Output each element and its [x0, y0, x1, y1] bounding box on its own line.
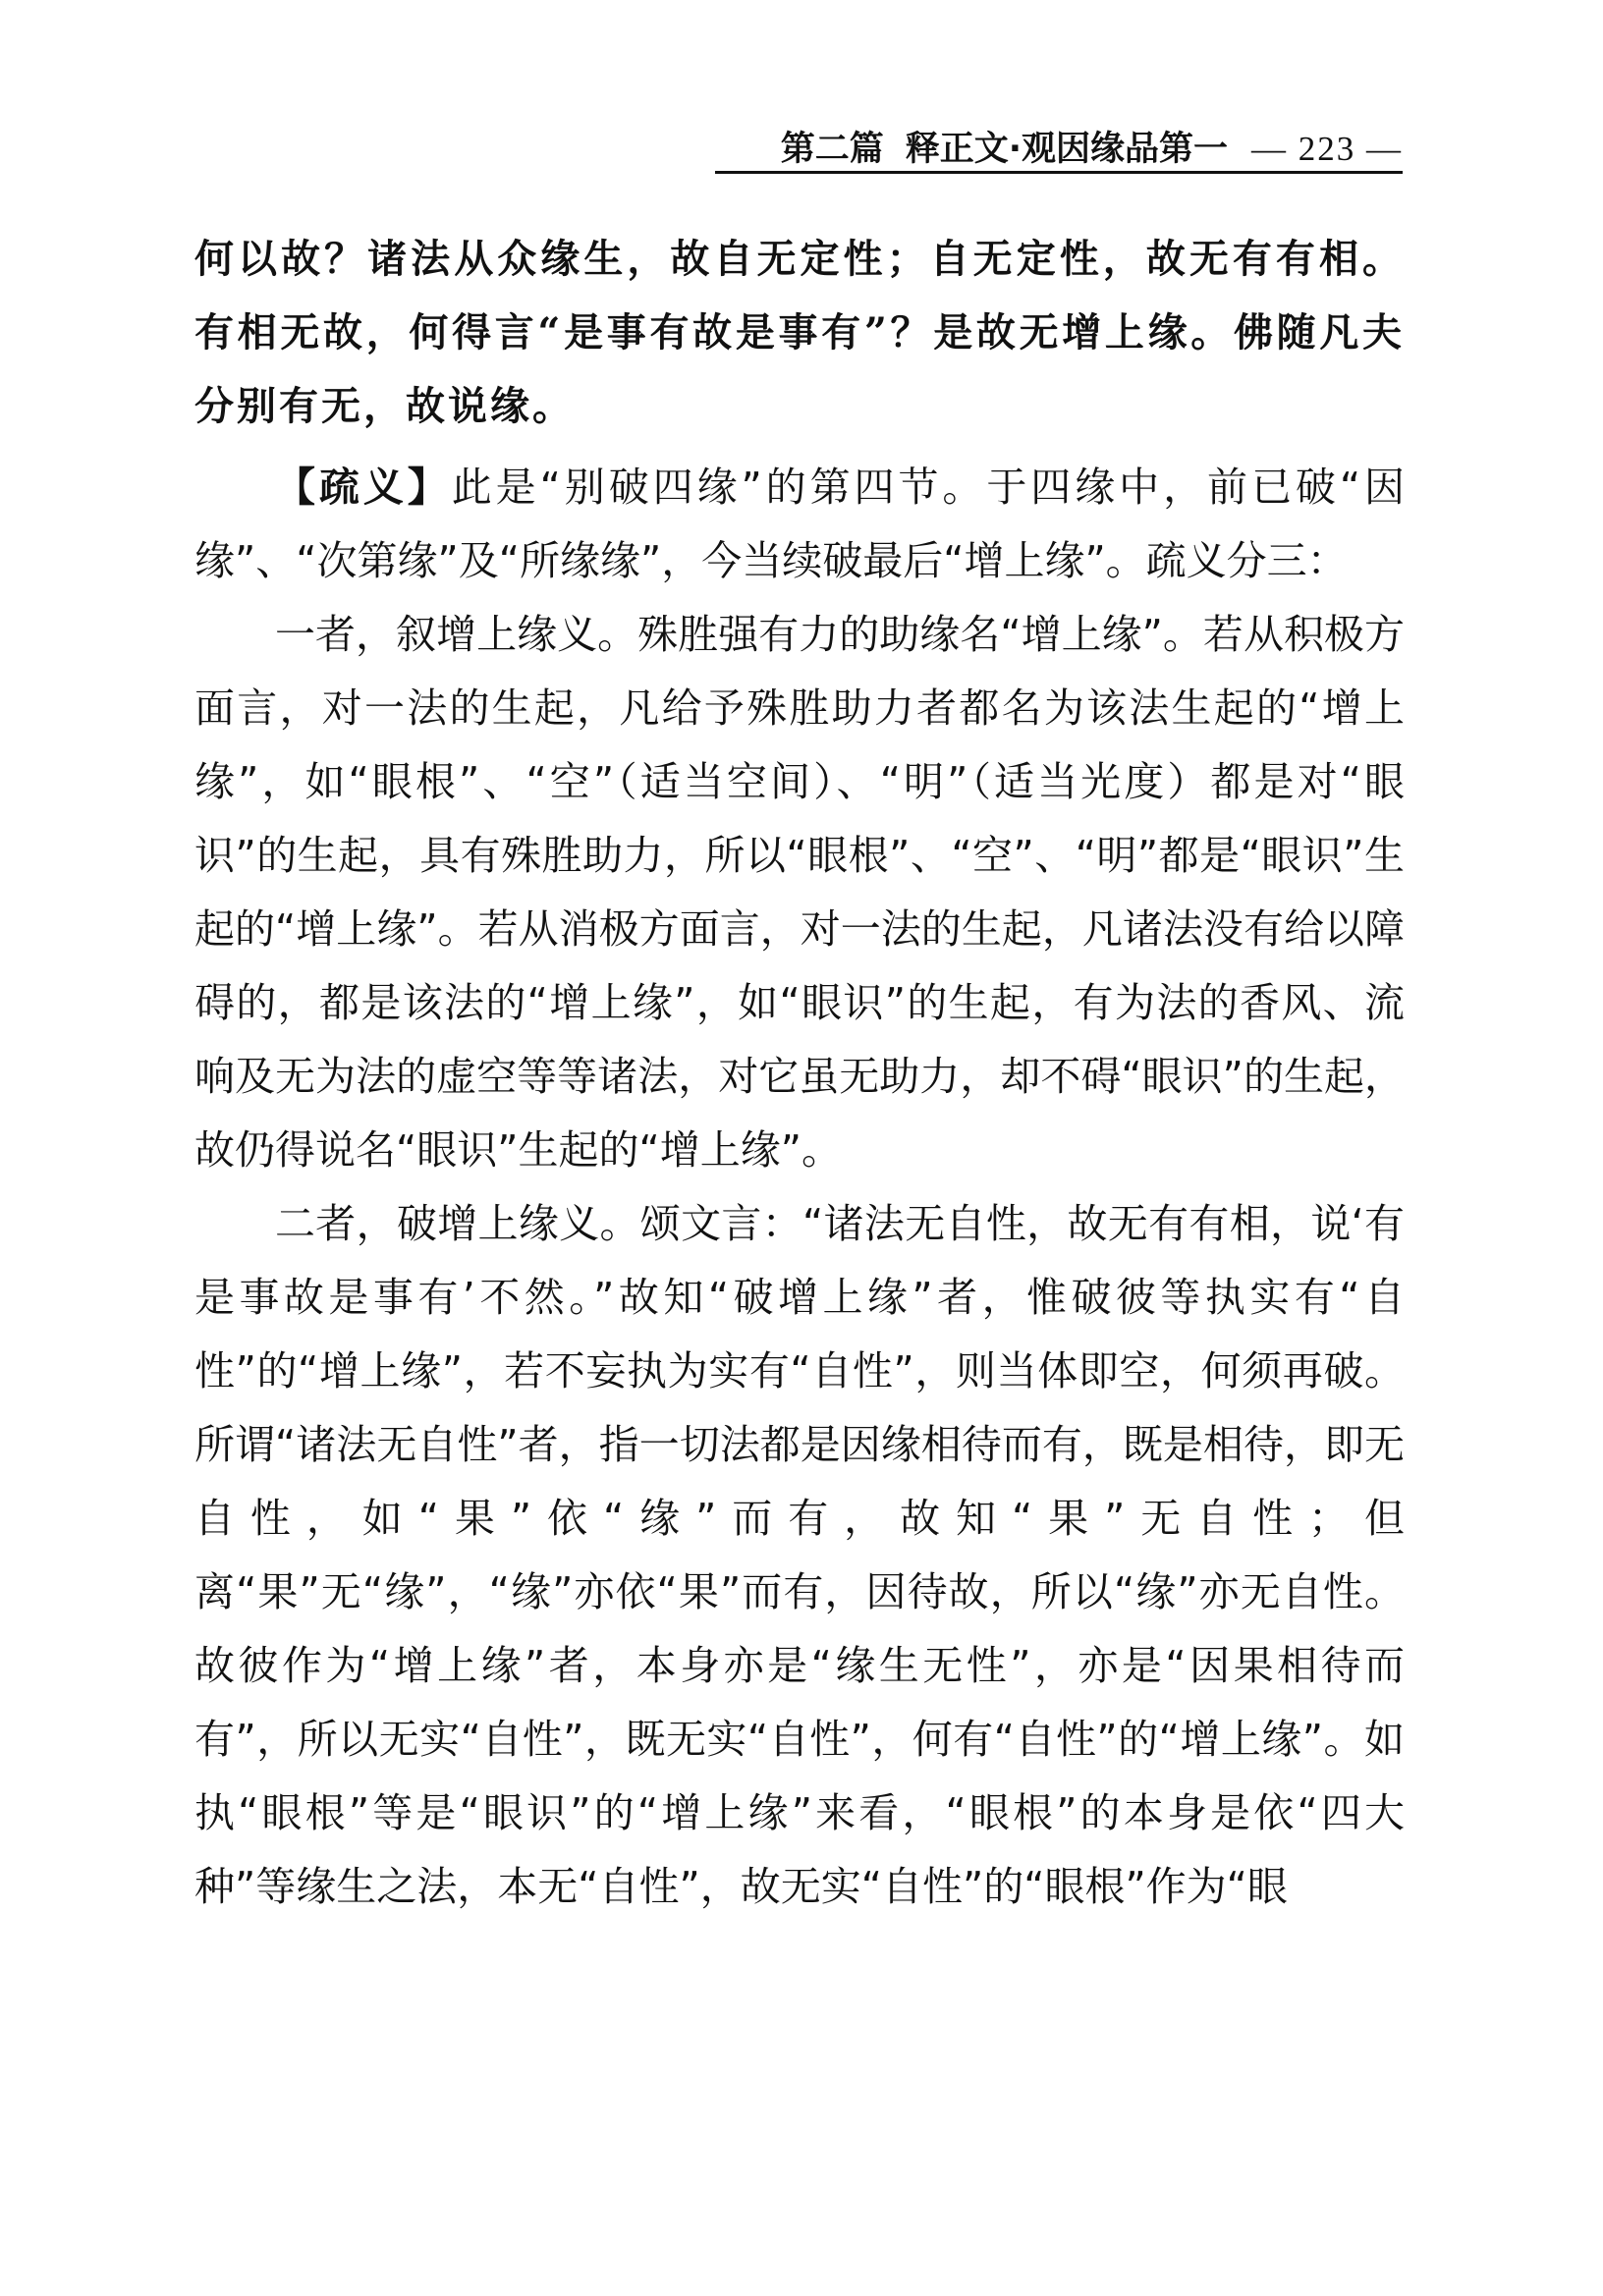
commentary-intro-text: 此是“别破四缘”的第四节。于四缘中，前已破“因缘”、“次第缘”及“所缘缘”，今当续破最后“增上缘”。疏义分三： [194, 464, 1405, 584]
commentary-paragraph-2: 二者，破增上缘义。颂文言：“诸法无自性，故无有有相，说‘有是事故是事有’不然。”故知“破增上缘”者，惟破彼等执实有“自性”的“增上缘”，若不妄执为实有“自性”，则当体即空，何须再破。所谓“诸法无自性”者，指一切法都是因缘相待而有，既是相待，即无自性，如“果”依“缘”而有，故知“果”无自性；但离“果”无“缘”，“缘”亦依“果”而有，因待故，所以“缘”亦无自性。故彼作为“增上缘”者，本身亦是“缘生无性”，亦是“因果相待而有”，所以无实“自性”，既无实“自性”，何有“自性”的“增上缘”。如执“眼根”等是“眼识”的“增上缘”来看，“眼根”的本身是依“四大种”等缘生之法，本无“自性”，故无实“自性”的“眼根”作为“眼 [194, 1200, 1405, 1910]
page-number: — 223 — [1251, 130, 1403, 168]
running-head-part: 第二篇 [780, 130, 884, 169]
commentary-paragraph-1: 一者，叙增上缘义。殊胜强有力的助缘名“增上缘”。若从积极方面言，对一法的生起，凡给予殊胜助力者都名为该法生起的“增上缘”，如“眼根”、“空”（适当空间）、“明”（适当光度）都是对“眼识”的生起，具有殊胜助力，所以“眼根”、“空”、“明”都是“眼识”生起的“增上缘”。若从消极方面言，对一法的生起，凡诸法没有给以障碍的，都是该法的“增上缘”，如“眼识”的生起，有为法的香风、流响及无为法的虚空等等诸法，对它虽无助力，却不碍“眼识”的生起，故仍得说名“眼识”生起的“增上缘”。 [194, 611, 1405, 1174]
page-body [194, 222, 1405, 1924]
commentary-intro [194, 451, 1405, 598]
verse-text: 何以故？诸法从众缘生，故自无定性；自无定性，故无有有相。有相无故，何得言“是事有故是事有”？是故无增上缘。佛随凡夫分别有无，故说缘。 [194, 236, 1405, 429]
running-head [715, 120, 1403, 174]
commentary-label: 【疏义】 [275, 464, 452, 511]
running-head-chapter: 释正文·观因缘品第一 [905, 130, 1228, 169]
